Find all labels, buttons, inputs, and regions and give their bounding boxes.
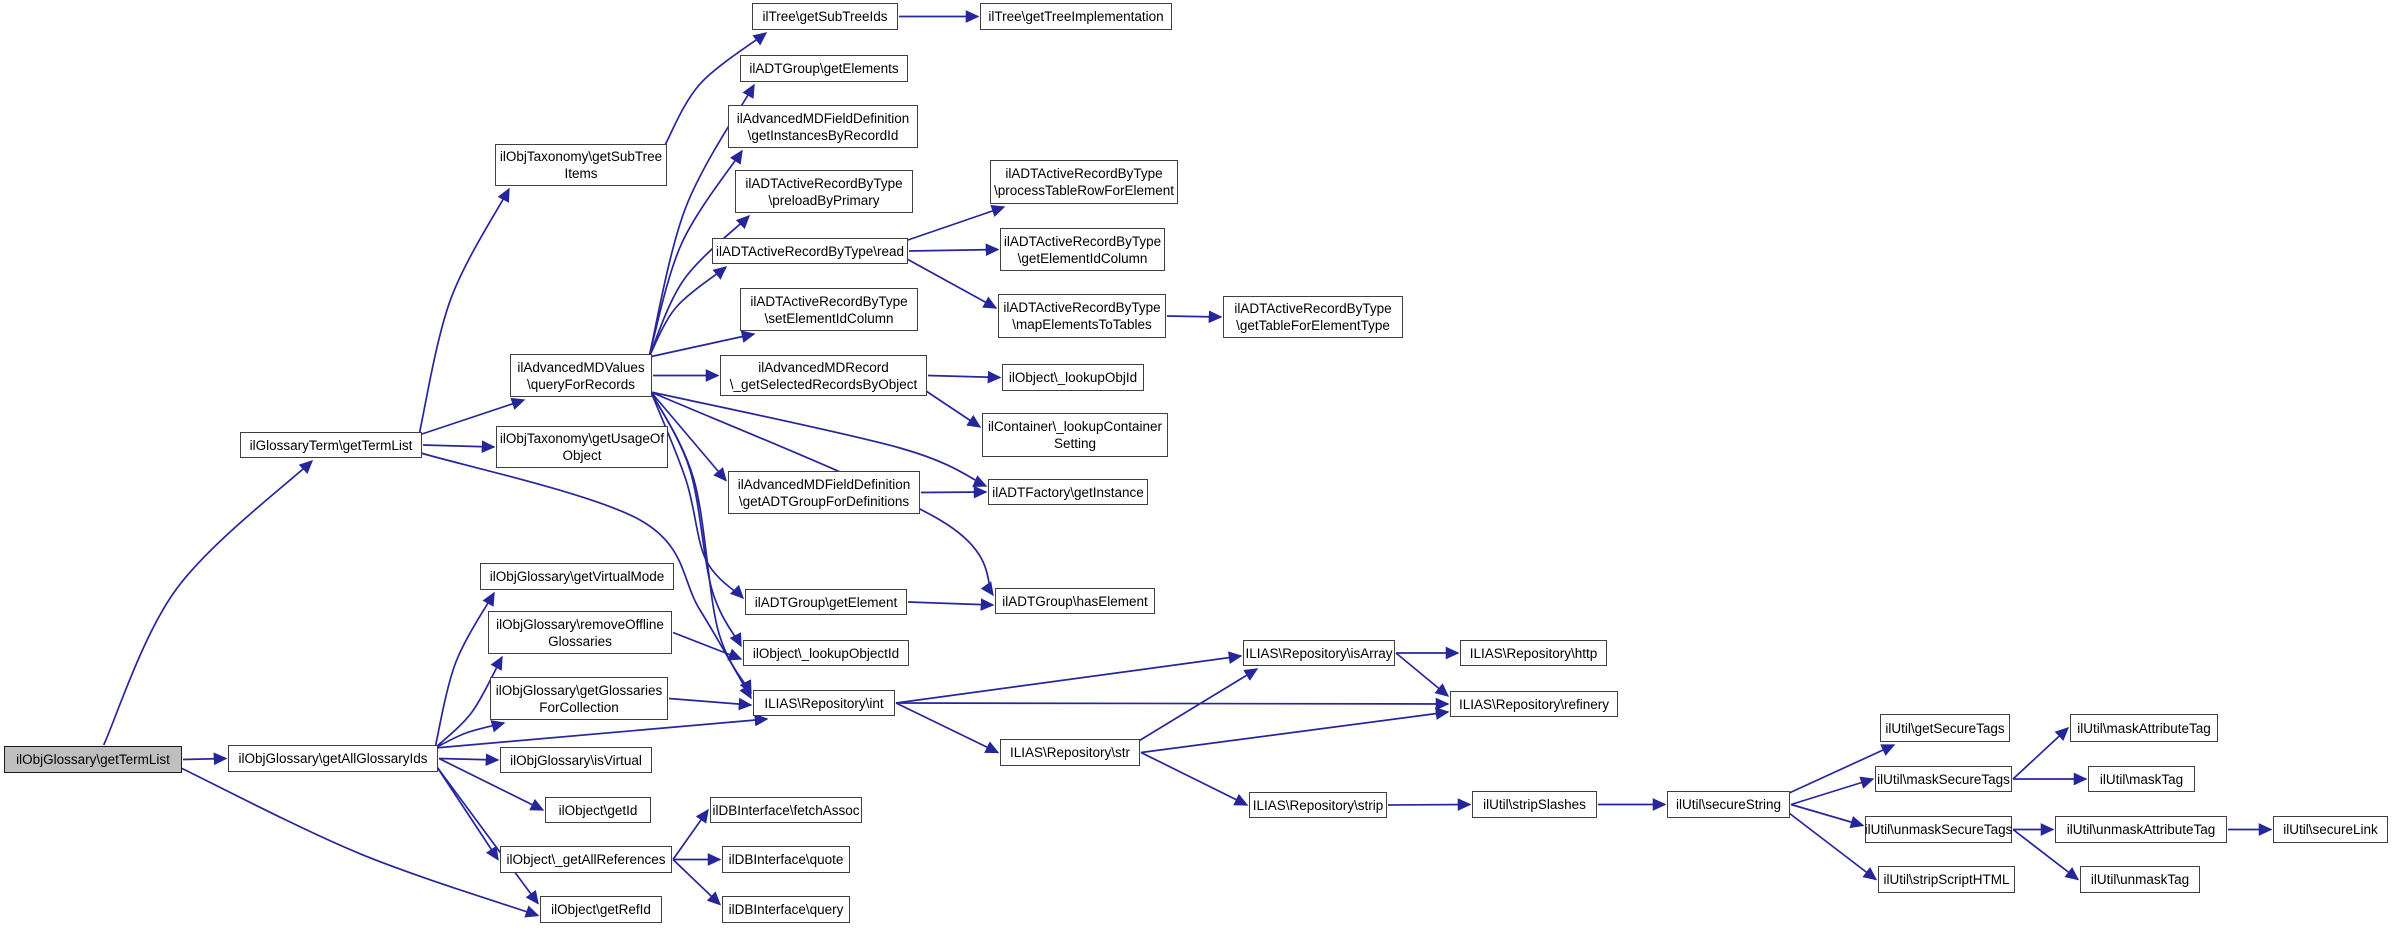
graph-node-maskAttributeTag[interactable] <box>2070 714 2218 742</box>
graph-node-lookupContainerSetting[interactable] <box>982 413 1168 457</box>
graph-node-getUsageOfObject[interactable] <box>496 426 668 468</box>
graph-node-unmaskTag[interactable] <box>2080 866 2200 893</box>
graph-node-refinery[interactable] <box>1450 691 1618 717</box>
graph-node-label: ilUtil\secureString <box>1675 797 1782 812</box>
graph-node-label: ilAdvancedMDFieldDefinition <box>736 110 910 126</box>
graph-node-label: ILIAS\Repository\int <box>764 695 884 711</box>
graph-node-label: ilObject\_lookupObjectId <box>752 645 900 661</box>
edge-glossaryTermGetTermList-to-getUsageOfObject <box>423 445 494 447</box>
graph-node-maskTag[interactable] <box>2088 766 2195 792</box>
graph-node-label: ILIAS\Repository\strip <box>1252 797 1384 813</box>
edge-getAllGlossaryIds-to-getAllReferences <box>437 767 498 860</box>
graph-node-label: ilUtil\stripScriptHTML <box>1883 872 2010 887</box>
edge-getAllGlossaryIds-to-isVirtual <box>439 759 498 761</box>
edge-repoInt-to-repoStr <box>896 703 998 753</box>
graph-node-label: Object <box>562 448 602 463</box>
graph-node-adtFactoryGetInstance[interactable] <box>988 479 1148 505</box>
graph-node-label: ilObjGlossary\getAllGlossaryIds <box>238 751 428 766</box>
graph-node-label: ilADTActiveRecordByType <box>1234 301 1392 316</box>
graph-node-label: ilObject\_lookupObjId <box>1008 370 1138 385</box>
graph-node-label: \queryForRecords <box>526 376 636 392</box>
graph-node-label: ilADTGroup\getElement <box>754 594 898 610</box>
edge-getAllGlossaryIds-to-getRefId <box>437 767 538 904</box>
graph-node-unmaskAttributeTag[interactable] <box>2055 816 2227 843</box>
graph-node-read[interactable] <box>712 238 908 264</box>
graph-node-label: ilObjGlossary\isVirtual <box>510 752 642 768</box>
graph-node-getGlossariesForCollection[interactable] <box>490 677 668 720</box>
edge-secureString-to-unmaskSecureTags <box>1791 805 1863 826</box>
edge-secureString-to-stripScriptHTML <box>1789 813 1876 880</box>
edge-read-to-getElementIdColumn <box>909 250 998 252</box>
edge-getTermListRoot-to-glossaryTermGetTermList <box>104 461 312 745</box>
graph-node-label: ilUtil\maskTag <box>2099 771 2184 787</box>
graph-node-label: \getTableForElementType <box>1236 318 1390 333</box>
graph-node-label: ilUtil\secureLink <box>2283 822 2378 837</box>
graph-node-label: ilUtil\stripSlashes <box>1483 797 1586 812</box>
graph-node-unmaskSecureTags[interactable] <box>1865 816 2012 843</box>
graph-node-lookupObjId[interactable] <box>1002 364 1144 391</box>
graph-node-getId[interactable] <box>545 797 651 823</box>
graph-node-label: ilADTActiveRecordByType <box>745 175 903 191</box>
graph-node-label: ilUtil\unmaskAttributeTag <box>2066 822 2216 837</box>
edge-repoStr-to-strip <box>1141 753 1247 806</box>
graph-node-label: ilAdvancedMDFieldDefinition <box>737 476 911 492</box>
graph-node-label: Glossaries <box>548 633 612 649</box>
graph-node-secureString[interactable] <box>1667 791 1790 818</box>
graph-node-label: \preloadByPrimary <box>768 192 880 208</box>
graph-node-label: ilADTGroup\hasElement <box>1002 593 1148 609</box>
graph-node-label: \setElementIdColumn <box>764 310 894 326</box>
graph-node-label: \_getSelectedRecordsByObject <box>729 376 918 392</box>
graph-node-getSubTreeIds[interactable] <box>752 3 898 30</box>
graph-node-stripScriptHTML[interactable] <box>1878 866 2015 893</box>
graph-node-getElement[interactable] <box>745 589 907 615</box>
edge-getElement-to-hasElement <box>908 602 993 605</box>
edge-queryForRecords-to-setElementIdColumn <box>649 334 754 357</box>
graph-node-getSelectedRecordsByObject[interactable] <box>720 355 927 396</box>
graph-node-query[interactable] <box>722 896 850 923</box>
edge-repoStr-to-refinery <box>1141 712 1448 753</box>
edge-read-to-mapElementsToTables <box>907 259 996 308</box>
graph-node-getAllGlossaryIds[interactable] <box>228 745 438 772</box>
graph-node-label: ilADTActiveRecordByType\read <box>715 243 905 259</box>
graph-node-label: \getADTGroupForDefinitions <box>738 493 910 509</box>
graph-node-getElements[interactable] <box>740 55 908 82</box>
graph-node-stripSlashes[interactable] <box>1472 791 1597 818</box>
graph-node-getRefId[interactable] <box>540 896 662 923</box>
graph-node-label: ilADTGroup\getElements <box>749 61 899 76</box>
edge-repoInt-to-refinery <box>896 703 1448 704</box>
graph-node-label: ilObjTaxonomy\getUsageOf <box>499 431 665 446</box>
graph-node-label: ilObject\_getAllReferences <box>506 852 666 867</box>
graph-node-quote[interactable] <box>722 846 850 873</box>
edge-getTermListRoot-to-getRefId <box>181 768 538 916</box>
graph-node-label: ILIAS\Repository\http <box>1469 645 1598 661</box>
graph-node-repoStr[interactable] <box>1000 739 1140 766</box>
graph-node-label: ilADTActiveRecordByType <box>1003 300 1161 315</box>
graph-node-label: ilObjGlossary\getVirtualMode <box>489 569 665 584</box>
graph-node-label: ilObject\getId <box>558 802 638 818</box>
graph-node-label: ILIAS\Repository\str <box>1009 745 1131 760</box>
graph-node-label: ilUtil\getSecureTags <box>1885 720 2005 736</box>
graph-node-label: ilUtil\maskAttributeTag <box>2077 720 2211 736</box>
edge-getADTGroupForDefinitions-to-adtFactoryGetInstance <box>921 492 986 493</box>
graph-node-removeOfflineGlossaries[interactable] <box>488 611 672 654</box>
graph-node-getTermListRoot[interactable] <box>4 746 182 773</box>
graph-node-label: \getInstancesByRecordId <box>747 127 899 143</box>
graph-node-label: ilTree\getSubTreeIds <box>762 9 888 24</box>
graph-node-label: ILIAS\Repository\refinery <box>1458 696 1610 712</box>
graph-node-label: ilContainer\_lookupContainer <box>987 419 1163 434</box>
graph-node-getADTGroupForDefinitions[interactable] <box>728 471 920 514</box>
graph-node-getElementIdColumn[interactable] <box>1000 228 1165 271</box>
graph-node-label: ilDBInterface\fetchAssoc <box>712 802 860 818</box>
graph-node-label: ilObjTaxonomy\getSubTree <box>499 149 663 164</box>
graph-node-label: ilObject\getRefId <box>551 902 651 917</box>
graph-node-getTableForElementType[interactable] <box>1223 296 1403 338</box>
graph-node-label: ilADTActiveRecordByType <box>1005 166 1163 181</box>
graph-node-label: ILIAS\Repository\isArray <box>1245 645 1393 661</box>
graph-node-label: ilObjGlossary\removeOffline <box>496 616 664 632</box>
graph-node-label: ilObjGlossary\getGlossaries <box>495 682 663 698</box>
graph-node-label: ForCollection <box>539 699 619 715</box>
edge-getAllReferences-to-fetchAssoc <box>673 810 708 860</box>
graph-node-label: ilDBInterface\quote <box>728 852 844 867</box>
graph-node-processTableRowForElement[interactable] <box>990 160 1178 204</box>
graph-node-isVirtual[interactable] <box>500 747 652 773</box>
edge-mapElementsToTables-to-getTableForElementType <box>1167 316 1221 317</box>
graph-node-fetchAssoc[interactable] <box>710 797 862 823</box>
graph-node-getTreeImplementation[interactable] <box>980 3 1172 30</box>
edge-getSelectedRecordsByObject-to-lookupObjId <box>928 376 1000 378</box>
edge-queryForRecords-to-read <box>649 267 726 357</box>
graph-node-getInstancesByRecordId[interactable] <box>728 105 918 148</box>
graph-node-getSecureTags[interactable] <box>1880 714 2010 742</box>
graph-node-getAllReferences[interactable] <box>500 846 672 873</box>
graph-node-lookupObjectId[interactable] <box>743 640 909 666</box>
graph-node-label: ilAdvancedMDValues <box>517 359 645 375</box>
graph-node-strip[interactable] <box>1249 792 1387 818</box>
graph-node-label: \processTableRowForElement <box>993 183 1175 198</box>
graph-node-label: ilTree\getTreeImplementation <box>988 9 1164 24</box>
graph-node-label: \mapElementsToTables <box>1012 317 1152 332</box>
graph-node-label: ilUtil\unmaskTag <box>2090 872 2190 887</box>
graph-node-maskSecureTags[interactable] <box>1875 766 2012 792</box>
edge-getAllReferences-to-query <box>673 860 720 905</box>
graph-node-label: ilUtil\maskSecureTags <box>1877 771 2010 787</box>
edge-getGlossariesForCollection-to-repoInt <box>669 699 751 706</box>
edge-getAllGlossaryIds-to-getVirtualMode <box>435 593 494 748</box>
graph-node-label: ilUtil\unmaskSecureTags <box>1864 822 2013 837</box>
edge-repoStr-to-isArray <box>1137 669 1257 742</box>
graph-node-label: ilObjGlossary\getTermList <box>16 752 170 767</box>
graph-node-getSubTreeItems[interactable] <box>495 144 667 186</box>
edge-maskSecureTags-to-maskAttributeTag <box>2013 728 2068 779</box>
graph-node-setElementIdColumn[interactable] <box>740 288 918 331</box>
graph-node-mapElementsToTables[interactable] <box>998 294 1166 338</box>
graph-node-hasElement[interactable] <box>995 588 1155 614</box>
graph-node-label: ilDBInterface\query <box>728 902 844 917</box>
graph-node-label: ilADTActiveRecordByType <box>1003 233 1162 249</box>
graph-node-secureLink[interactable] <box>2273 816 2388 843</box>
edge-strip-to-stripSlashes <box>1388 805 1470 806</box>
graph-node-label: ilGlossaryTerm\getTermList <box>249 437 413 453</box>
graph-node-isArray[interactable] <box>1243 640 1395 666</box>
graph-node-label: Items <box>564 166 598 181</box>
graph-node-label: Setting <box>1053 436 1097 451</box>
edge-removeOfflineGlossaries-to-lookupObjectId <box>673 633 741 660</box>
edge-getAllGlossaryIds-to-getGlossariesForCollection <box>435 723 504 748</box>
edge-secureString-to-maskSecureTags <box>1791 779 1873 805</box>
graph-node-label: ilADTFactory\getInstance <box>992 484 1144 500</box>
edge-read-to-processTableRowForElement <box>905 207 1004 241</box>
graph-node-http[interactable] <box>1460 640 1607 666</box>
graph-node-glossaryTermGetTermList[interactable] <box>240 432 422 458</box>
edge-isArray-to-refinery <box>1396 653 1448 696</box>
graph-node-repoInt[interactable] <box>753 690 895 716</box>
graph-node-queryForRecords[interactable] <box>510 354 652 397</box>
edge-getAllGlossaryIds-to-repoInt <box>435 719 767 748</box>
edge-glossaryTermGetTermList-to-getSubTreeItems <box>419 189 509 435</box>
graph-node-label: \getElementIdColumn <box>1017 250 1148 266</box>
edge-getSelectedRecordsByObject-to-lookupContainerSetting <box>926 391 980 427</box>
graph-node-getVirtualMode[interactable] <box>480 563 674 590</box>
edge-repoInt-to-isArray <box>896 656 1241 703</box>
graph-node-label: ilAdvancedMDRecord <box>758 359 889 375</box>
graph-node-label: ilADTActiveRecordByType <box>750 293 908 309</box>
graph-node-preloadByPrimary[interactable] <box>735 170 913 213</box>
edge-getTermListRoot-to-getAllGlossaryIds <box>183 759 226 760</box>
